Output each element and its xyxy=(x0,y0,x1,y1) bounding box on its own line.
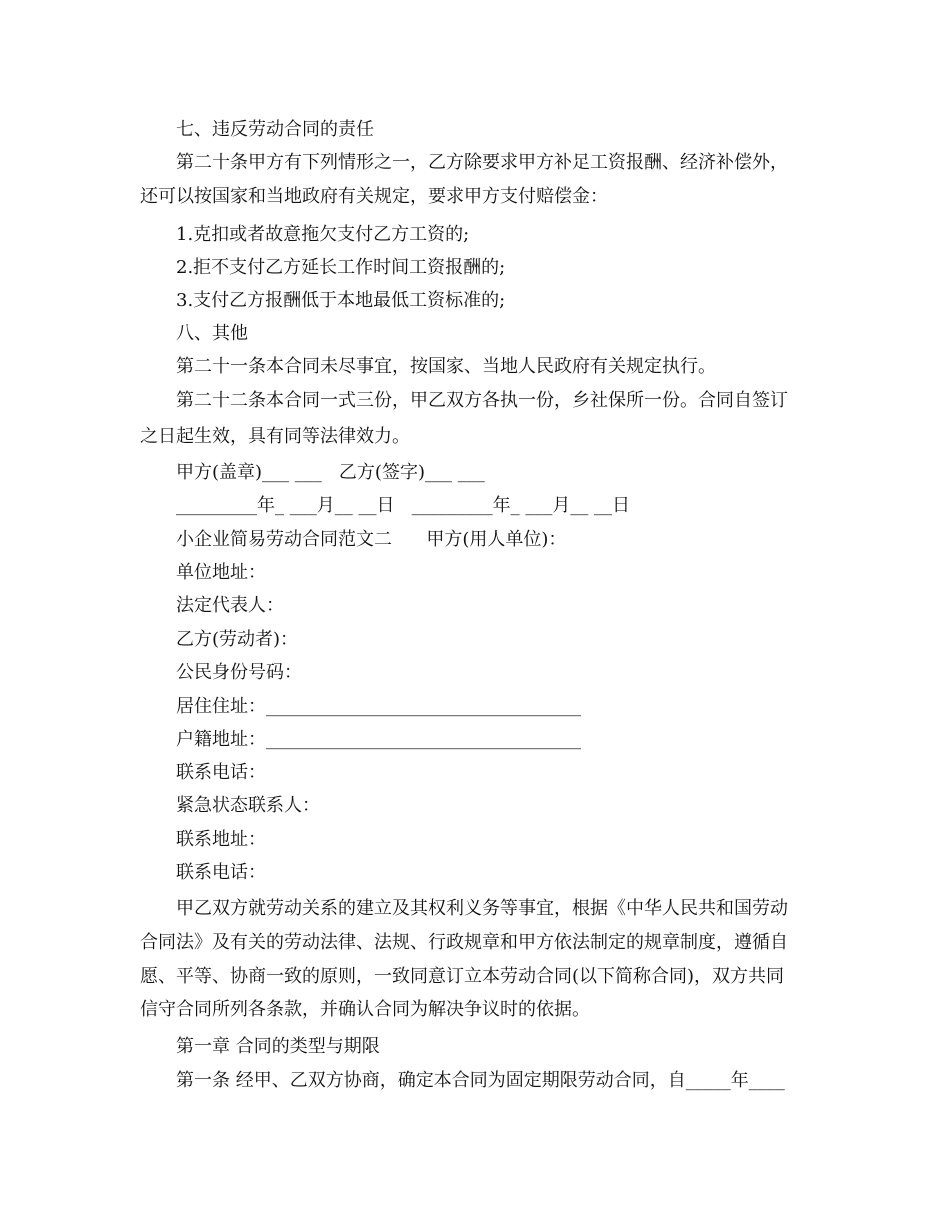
form-field-line: 乙方(劳动者)： xyxy=(176,629,299,650)
form-field-line: 公民身份号码： xyxy=(176,662,302,683)
list-item: 1.克扣或者故意拖欠支付乙方工资的; xyxy=(176,224,470,245)
paragraph-line: 还可以按国家和当地政府有关规定，要求甲方支付赔偿金： xyxy=(140,186,608,207)
paragraph-line: 之日起生效，具有同等法律效力。 xyxy=(140,426,410,447)
paragraph-line: 第一条 经甲、乙双方协商，确定本合同为固定期限劳动合同，自_____年____ xyxy=(176,1070,785,1091)
paragraph-line: 合同法》及有关的劳动法律、法规、行政规章和甲方依法制定的规章制度，遵循自 xyxy=(140,932,788,953)
paragraph-line: 第二十条甲方有下列情形之一，乙方除要求甲方补足工资报酬、经济补偿外， xyxy=(176,152,788,173)
signature-line: 甲方(盖章)___ ___ 乙方(签字)___ ___ xyxy=(176,462,485,483)
form-field-line: 法定代表人： xyxy=(176,595,284,616)
heading-line: 小企业简易劳动合同范文二 甲方(用人单位)： xyxy=(176,529,567,550)
form-field-line: 居住住址：___________________________________ xyxy=(176,696,581,717)
paragraph-line: 愿、平等、协商一致的原则，一致同意订立本劳动合同(以下简称合同)，双方共同 xyxy=(140,966,785,987)
date-line: _________年_ ___月__ __日 _________年_ ___月__ __日 xyxy=(176,495,631,516)
form-field-line: 联系地址： xyxy=(176,829,266,850)
paragraph-line: 甲乙双方就劳动关系的建立及其权利义务等事宜，根据《中华人民共和国劳动 xyxy=(176,898,788,919)
form-field-line: 户籍地址：___________________________________ xyxy=(176,729,581,750)
section-heading: 七、违反劳动合同的责任 xyxy=(176,119,374,140)
paragraph-line: 信守合同所列各条款，并确认合同为解决争议时的依据。 xyxy=(140,999,590,1020)
form-field-line: 单位地址： xyxy=(176,562,266,583)
chapter-heading: 第一章 合同的类型与期限 xyxy=(176,1036,380,1057)
form-field-line: 联系电话： xyxy=(176,862,266,883)
form-field-line: 联系电话： xyxy=(176,762,266,783)
list-item: 2.拒不支付乙方延长工作时间工资报酬的; xyxy=(176,257,506,278)
paragraph-line: 第二十二条本合同一式三份，甲乙双方各执一份，乡社保所一份。合同自签订 xyxy=(176,390,788,411)
form-field-line: 紧急状态联系人： xyxy=(176,795,320,816)
paragraph-line: 第二十一条本合同未尽事宜，按国家、当地人民政府有关规定执行。 xyxy=(176,356,716,377)
list-item: 3.支付乙方报酬低于本地最低工资标准的; xyxy=(176,290,506,311)
section-heading: 八、其他 xyxy=(176,323,248,344)
